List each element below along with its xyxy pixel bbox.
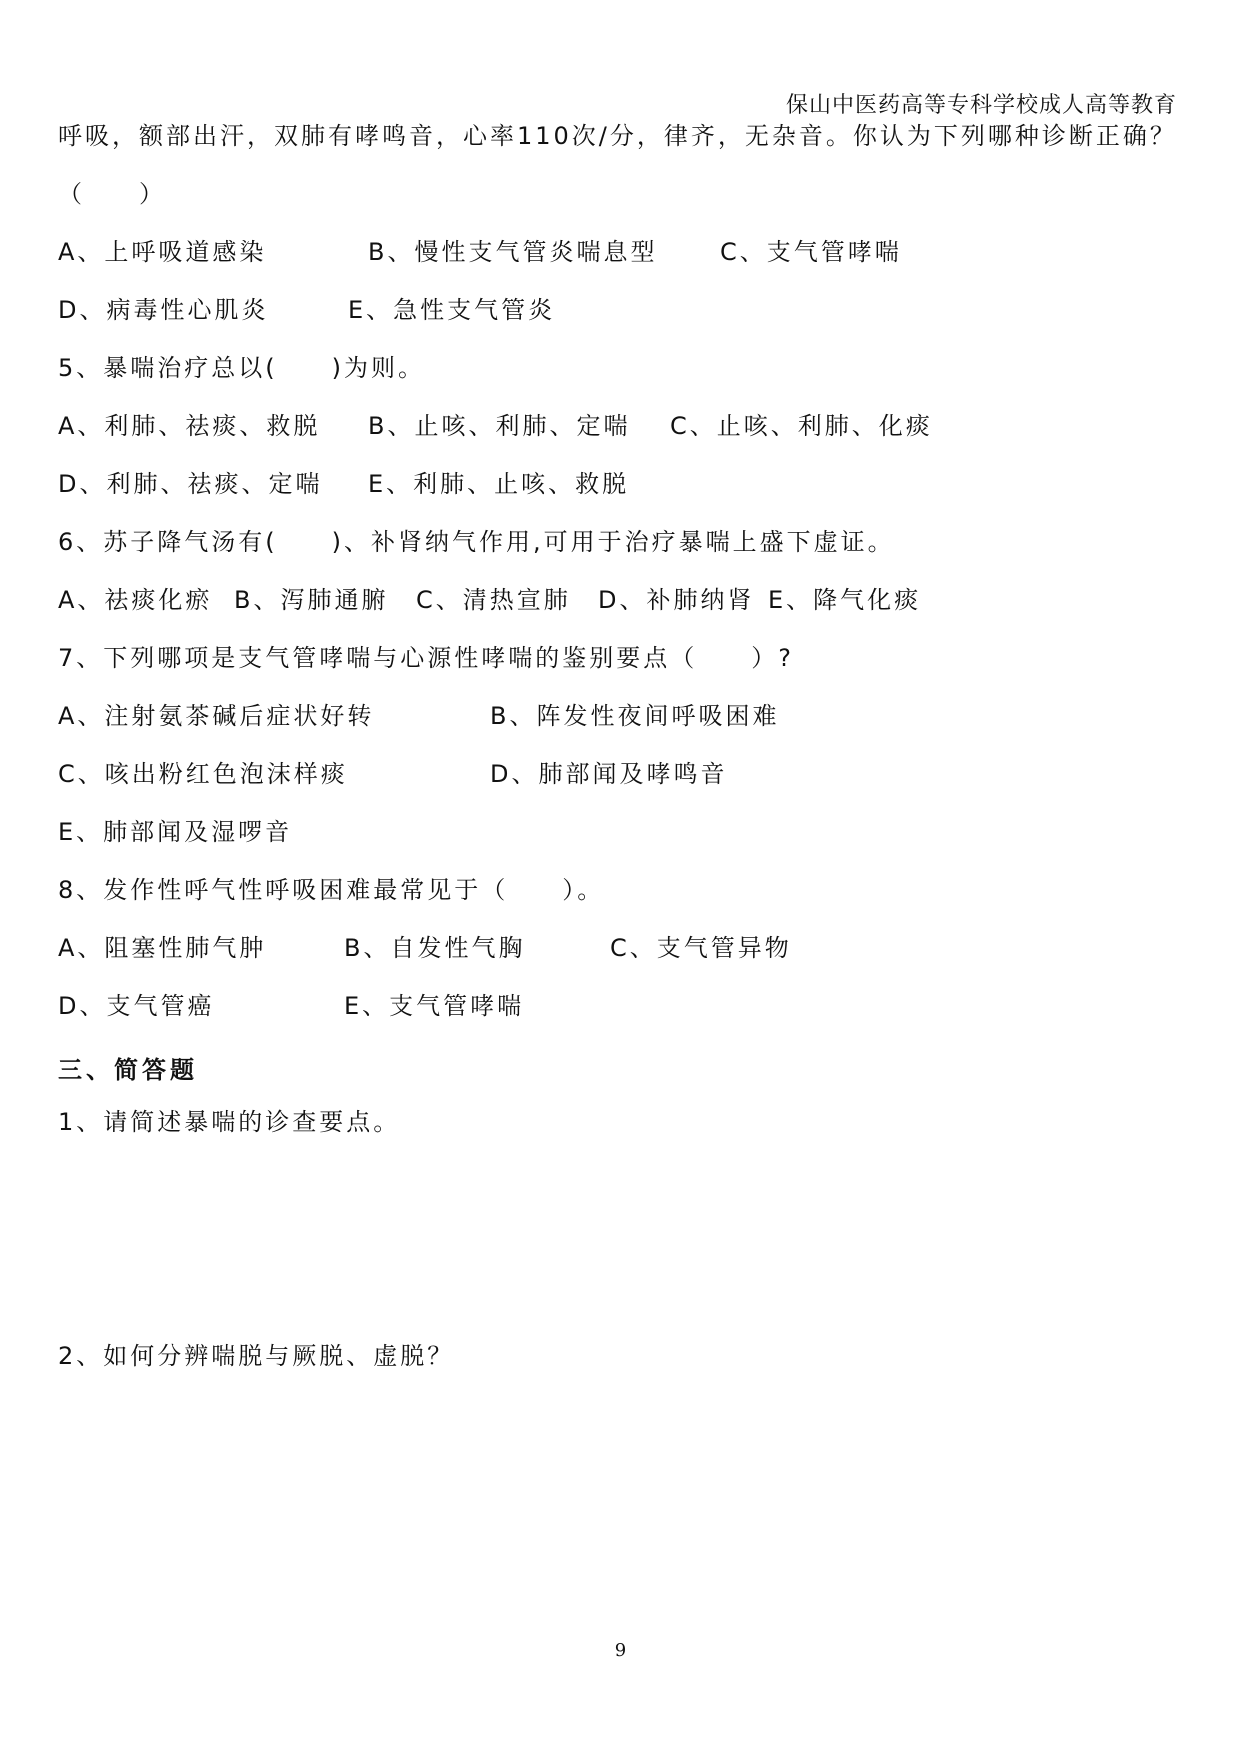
q8-stem: 8、发作性呼气性呼吸困难最常见于（ ）。 [58,876,605,904]
q4-option-a: A、上呼吸道感染 [58,238,267,266]
section-title: 三、简答题 [58,1056,198,1084]
short-answer-question-1: 1、请简述暴喘的诊查要点。 [58,1108,401,1136]
q5-option-b: B、止咳、利肺、定喘 [368,412,631,440]
q7-option-a: A、注射氨茶碱后症状好转 [58,702,375,730]
q7-option-b: B、阵发性夜间呼吸困难 [490,702,780,730]
q4-blank: （ ） [58,180,166,208]
q5-stem: 5、暴喘治疗总以( )为则。 [58,354,425,382]
q4-option-e: E、急性支气管炎 [348,296,556,324]
q6-option-a: A、祛痰化瘀 [58,586,213,614]
q8-option-e: E、支气管哮喘 [344,992,525,1020]
q7-option-e: E、肺部闻及湿啰音 [58,818,293,846]
q6-stem: 6、苏子降气汤有( )、补肾纳气作用,可用于治疗暴喘上盛下虚证。 [58,528,895,556]
q8-option-c: C、支气管异物 [610,934,792,962]
short-answer-question-2: 2、如何分辨喘脱与厥脱、虚脱？ [58,1342,455,1370]
q7-option-c: C、咳出粉红色泡沫样痰 [58,760,348,788]
q5-option-c: C、止咳、利肺、化痰 [670,412,933,440]
q4-option-b: B、慢性支气管炎喘息型 [368,238,658,266]
q8-option-d: D、支气管癌 [58,992,215,1020]
q4-option-d: D、病毒性心肌炎 [58,296,269,324]
q5-option-a: A、利肺、祛痰、救脱 [58,412,321,440]
q8-option-a: A、阻塞性肺气肿 [58,934,267,962]
q4-stem: 呼吸，额部出汗，双肺有哮鸣音，心率110次/分，律齐，无杂音。你认为下列哪种诊断正确？ [58,122,1177,150]
q6-option-c: C、清热宣肺 [416,586,571,614]
q6-option-d: D、补肺纳肾 [598,586,755,614]
q7-stem: 7、下列哪项是支气管哮喘与心源性哮喘的鉴别要点（ ）? [58,644,795,672]
q7-option-d: D、肺部闻及哮鸣音 [490,760,728,788]
q6-option-b: B、泻肺通腑 [234,586,389,614]
page-number: 9 [614,1640,627,1661]
q5-option-d: D、利肺、祛痰、定喘 [58,470,323,498]
q4-option-c: C、支气管哮喘 [720,238,902,266]
q6-option-e: E、降气化痰 [768,586,922,614]
q8-option-b: B、自发性气胸 [344,934,526,962]
q5-option-e: E、利肺、止咳、救脱 [368,470,630,498]
institution-header: 保山中医药高等专科学校成人高等教育 [785,93,1177,118]
